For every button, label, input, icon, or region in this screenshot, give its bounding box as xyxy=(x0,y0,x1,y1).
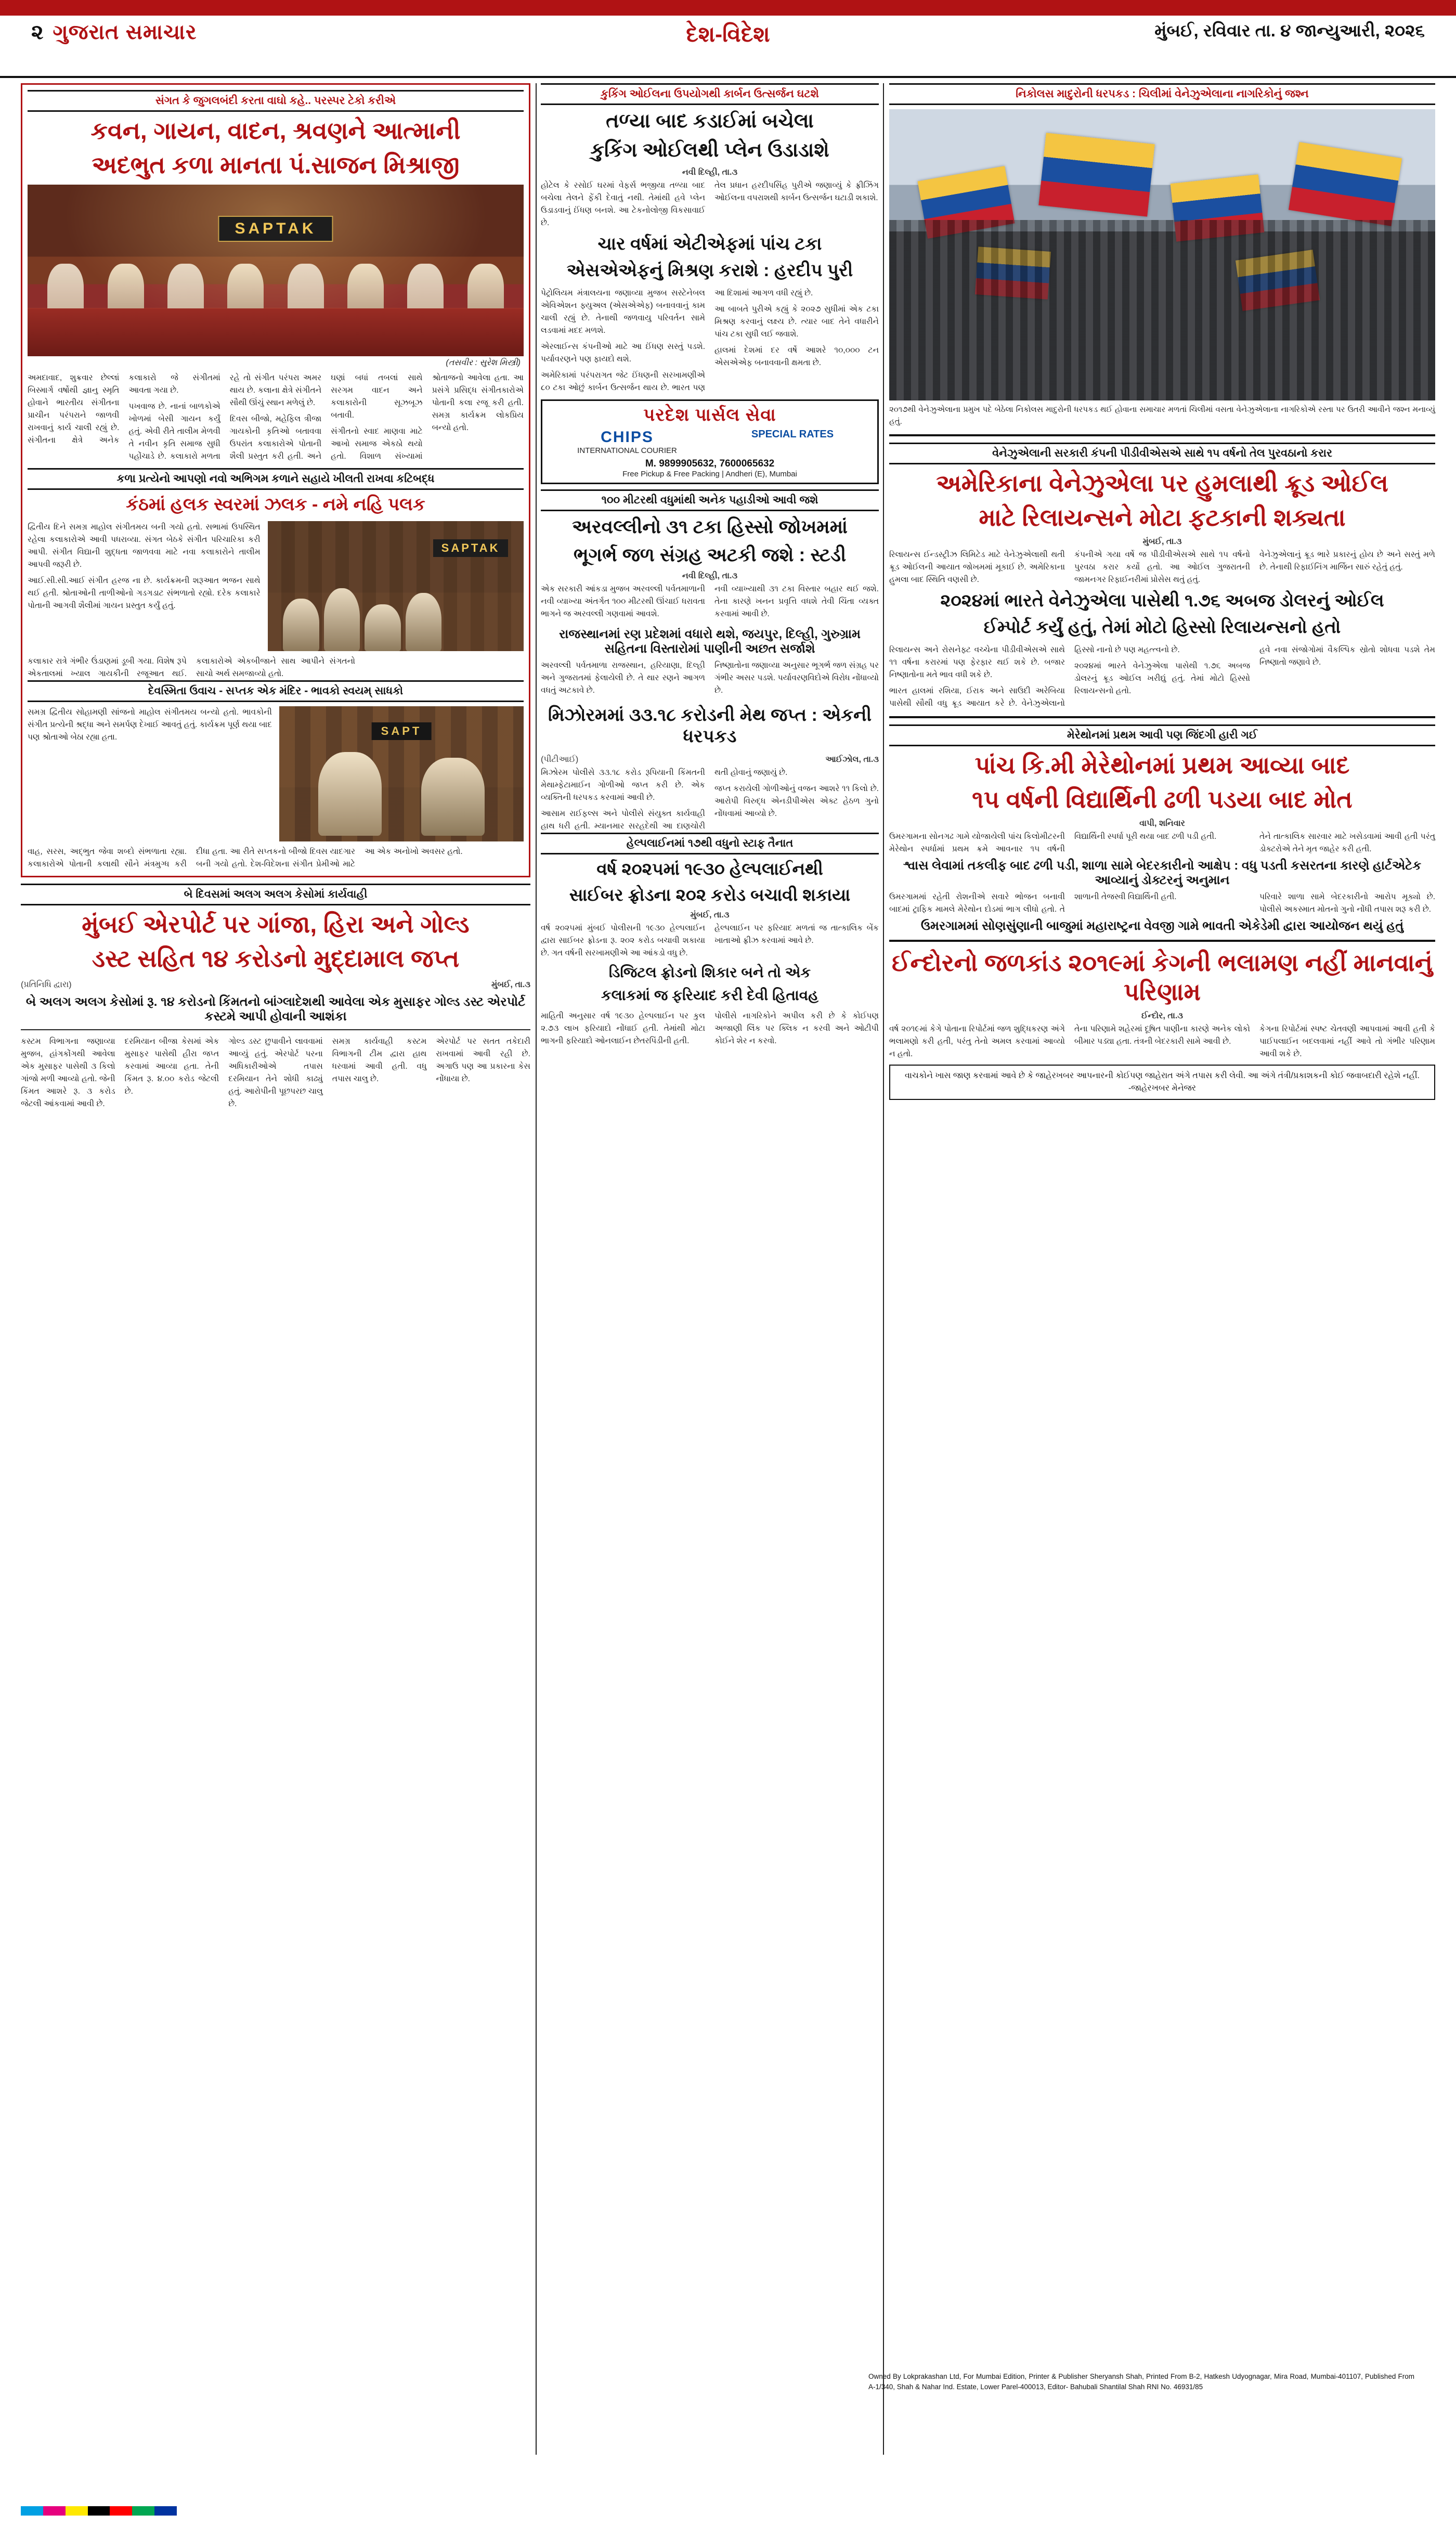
import-para-4: હવે નવા સંજોગોમાં વૈકલ્પિક સ્રોતો શોધવા પડશે તેમ નિષ્ણાતો જણાવે છે. xyxy=(1259,645,1435,667)
color-registration-bar xyxy=(21,2506,177,2516)
advertisement-courier[interactable] xyxy=(541,399,879,484)
stage-banner-saptak-3: SAPT xyxy=(372,722,432,740)
oil-para-7: હાલમાં દેશમાં દર વર્ષે આશરે ૧૦,૦૦૦ ટન એસએએફ બનાવવાની ક્ષમતા છે. xyxy=(714,345,879,367)
aravalli-body xyxy=(541,583,879,624)
aravalli-para-1: એક સરકારી આંકડા મુજબ અરવલ્લી પર્વતમાળાની નવી વ્યાખ્યા અંતર્ગત ૧૦૦ મીટરથી ઊંચાઈ ધરાવતા ભાગને જ અરવલ્લી ગણવામાં આવશે. xyxy=(541,584,705,618)
oil-body-top xyxy=(541,179,879,229)
column-right xyxy=(889,83,1435,1100)
airport-para-2: દરમિયાન બીજા કેસમાં એક મુસાફર પાસેથી હીરા જપ્ત કરવામાં આવ્યા હતા. તેની કિંમત રૂ. ૪.૦૦ કરોડ જેટલી છે. xyxy=(124,1037,219,1096)
cyber-para-1: વર્ષ ૨૦૨૫માં મુંબઈ પોલીસની ૧૯૩૦ હેલ્પલાઈન દ્વારા સાઈબર ફ્રોડના રૂ. ૨૦૨ કરોડ બચાવી શકાયા છે. ગત વર્ષની સરખામણીએ આ આંકડો વધુ છે. xyxy=(541,924,705,958)
reliance-kicker: વેનેઝુએલાની સરકારી કંપની પીડીવીએસએ સાથે ૧૫ વર્ષનો તેલ પુરવઠાનો કરાર xyxy=(889,443,1435,464)
cyber-dateline: મુંબઈ, તા.૩ xyxy=(690,911,730,920)
oil-headline-line1: તળ્યા બાદ કડાઈમાં બચેલા xyxy=(606,110,814,132)
crowd xyxy=(889,220,1435,400)
ad-services: Free Pickup & Free Packing | Andheri (E), Mumbai xyxy=(622,469,797,478)
saptak-kicker: સંગત કે જુગલબંદી કરતા વાઘો કહે.. પરસ્પર ટેકો કરીએ xyxy=(28,90,524,112)
oil-kicker: કુકિંગ ઓઈલના ઉપયોગથી કાર્બન ઉત્સર્જન ઘટશે xyxy=(541,83,879,105)
reliance-headline-line2: માટે રિલાયન્સને મોટા ફટકાની શક્યતા xyxy=(979,503,1346,531)
reliance-para-3: વેનેઝુએલાનું ક્રૂડ ભારે પ્રકારનું હોય છે અને સસ્તું મળે છે. તેનાથી રિફાઈનિંગ માર્જિન સારું રહેતું હતું. xyxy=(1259,550,1435,572)
airport-para-5: એરપોર્ટ પર સતત તકેદારી રાખવામાં આવી રહી છે. અગાઉ પણ આ પ્રકારના કેસ નોંધાયા છે. xyxy=(436,1037,530,1084)
airport-headline-line2: ડસ્ટ સહિત ૧૪ કરોડનો મુદ્દામાલ જપ્ત xyxy=(92,944,460,972)
import-para-2: ભારત હાલમાં રશિયા, ઈરાક અને સાઉદી અરેબિયા પાસેથી સૌથી વધુ ક્રૂડ આયાત કરે છે. વેનેઝુએલાનો હિસ્સો નાનો છે પણ મહત્ત્વનો છે. xyxy=(889,645,1180,708)
musician-left xyxy=(318,752,382,836)
maduro-kicker: નિકોલસ માદુરોની ધરપકડ : ચિલીમાં વેનેઝુએલાના નાગરિકોનું જશ્ન xyxy=(889,83,1435,105)
kanth-body-left xyxy=(28,521,261,616)
indore-para-2: તેના પરિણામે શહેરમાં દૂષિત પાણીના કારણે અનેક લોકો બીમાર પડ્યા હતા. તંત્રની બેદરકારી સામે આવી છે. xyxy=(1074,1025,1250,1046)
masthead-red-bar xyxy=(0,0,1456,16)
airport-body xyxy=(21,1035,530,1110)
article-maduro-rally xyxy=(889,83,1435,428)
cyber-body xyxy=(541,922,879,960)
maduro-photo-caption: ૨૦૧૭થી વેનેઝુએલાના પ્રમુખ પદે બેઠેલા નિકોલસ માદુરોની ધરપકડ થઈ હોવાના સમાચાર મળતાં ચિલીમાં વસતા વેનેઝુએલાના નાગરિકોએ રસ્તા પર ઉતરી આવીને જશ્ન મનાવ્યું હતું. xyxy=(889,405,1435,426)
column-middle xyxy=(541,83,879,1051)
kanth-headline: કંઠમાં હલક સ્વરમાં ઝલક - નમે નહિ પલક xyxy=(126,495,425,515)
oil-para-4: એરલાઈન્સ કંપનીઓ માટે આ ઈંધણ સસ્તું પડશે. પર્યાવરણને પણ ફાયદો થશે. xyxy=(541,342,705,364)
aravalli-headline-line2: ભૂગર્ભ જળ સંગ્રહ અટકી જશે : સ્ટડી xyxy=(573,543,847,565)
mizoram-para-3: જપ્ત કરાયેલી ગોળીઓનું વજન આશરે ૧૧ કિલો છે. આરોપી વિરુદ્ધ એનડીપીએસ એક્ટ હેઠળ ગુનો નોંધવામાં આવ્યો છે. xyxy=(714,784,879,818)
cyber-body-2 xyxy=(541,1010,879,1051)
marathon-subhead: શ્વાસ લેવામાં તકલીફ બાદ ઢળી પડી, શાળા સામે બેદરકારીનો આક્ષેપ : વધુ પડતી કસરતના કારણે હાર્ટએટેક આવ્યાનું ડોક્ટરનું અનુમાન xyxy=(903,859,1422,888)
devsmita-body-wide xyxy=(28,846,524,871)
airport-byline: (પ્રતિનિધિ દ્વારા) xyxy=(21,980,72,990)
devsmita-para-2: વાહ, સરસ, અદ્ભુત જેવા શબ્દો સંભળાતા રહ્યા. કલાકારોએ પોતાની કલાથી સૌને મંત્રમુગ્ધ કરી દીધા હતા. આ રીતે સપ્તકનો બીજો દિવસ યાદગાર બની ગયો હતો. દેશ-વિદેશના સંગીત પ્રેમીઓ માટે આ એક અનોખો અવસર હતો. xyxy=(28,847,463,869)
ad-special: SPECIAL RATES xyxy=(751,428,834,440)
oil-para-1: હોટેલ કે રસોઈ ઘરમાં વેફર્સ ભજીયા તળ્યા બાદ બચેલા તેલને ફેંકી દેવાતું નથી. તેમાંથી હવે પ્લેન ઉડાડવાનું ઈંધણ બનશે. આ ટેકનોલોજી વિકસાવાઈ છે. xyxy=(541,180,705,227)
marathon-para-2: તેને તાત્કાલિક સારવાર માટે ખસેડવામાં આવી હતી પરંતુ ડોક્ટરોએ તેને મૃત જાહેર કરી હતી. xyxy=(1259,832,1435,854)
marathon-dateline: વાપી, શનિવાર xyxy=(1139,819,1185,828)
audience-group xyxy=(283,578,441,651)
saptak-para-3: દિવસ બીજો, મહેફિલ ત્રીજા ગાયકોની કૃતિઓ બતાવવા ઉપરાંત કલાકારોએ પોતાની શૈલી પ્રસ્તુત કરી હતી. અને ઘણાં બધાં તબલાં સાથે સરગમ વાદન અને કલાકારોની સૂઝબૂઝ બતાવી. xyxy=(229,373,423,461)
saptak-concert-photo xyxy=(28,185,524,356)
cyber-para-4: પોલીસે નાગરિકોને અપીલ કરી છે કે કોઈપણ અજાણી લિંક પર ક્લિક ન કરવી અને ઓટીપી કોઈને શેર ન કરવો. xyxy=(714,1011,879,1045)
mizoram-para-2: આસામ રાઈફલ્સ અને પોલીસે સંયુક્ત કાર્યવાહી હાથ ધરી હતી. મ્યાનમાર સરહદેથી આ દાણચોરી થતી હોવાનું જણાયું છે. xyxy=(541,768,788,831)
musician-right xyxy=(421,758,485,836)
import-para-1: રિલાયન્સ અને રોસનેફ્ટ વચ્ચેના પીડીવીએસએ સાથે ૧૧ વર્ષના કરારમાં પણ ફેરફાર થઈ શકે છે. બજાર નિષ્ણાતોના મતે ભાવ વધી શકે છે. xyxy=(889,645,1065,679)
stage-banner-saptak-2: SAPTAK xyxy=(433,539,509,557)
marathon-body-2 xyxy=(889,891,1435,916)
marathon-body xyxy=(889,831,1435,856)
aravalli-dateline: નવી દિલ્હી, તા.૩ xyxy=(682,571,738,580)
cyber-para-3: માહિતી અનુસાર વર્ષ ૧૯૩૦ હેલ્પલાઈન પર કુલ ૨.૭૩ લાખ ફરિયાદો નોંધાઈ હતી. તેમાંથી મોટા ભાગની ફરિયાદો ઓનલાઈન છેતરપિંડીની હતી. xyxy=(541,1011,705,1045)
saptak-band-2: કળા પ્રત્યેનો આપણો નવો અભિગમ કળાને સહાયે ખીલતી રાખવા કટિબદ્ધ xyxy=(28,468,524,490)
marathon-para-3: ઉમરગામમાં રહેતી રોશનીએ સવારે ભોજન બનાવી બાદમાં ટ્રાફિક મામલે મેરેથોન દોડમાં ભાગ લીધો હતો. તે શાળાની તેજસ્વી વિદ્યાર્થિની હતી. xyxy=(889,892,1177,914)
oil-para-3: પેટ્રોલિયમ મંત્રાલયના જણાવ્યા મુજબ સસ્ટેનેબલ એવિએશન ફ્યુઅલ (એસએએફ) બનાવવાનું કામ ચાલી રહ્યું છે. તેનાથી જળવાયુ પરિવર્તન સામે લડવામાં મદદ મળશે. xyxy=(541,288,705,335)
import-para-3: ૨૦૨૪માં ભારતે વેનેઝુએલા પાસેથી ૧.૭૬ અબજ ડોલરનું ક્રૂડ ઓઈલ ખરીદ્યું હતું. તેમાં મોટો હિસ્સો રિલાયન્સનો હતો. xyxy=(1074,661,1250,695)
import-headline-line2: ઈમ્પોર્ટ કર્યું હતું, તેમાં મોટો હિસ્સો રિલાયન્સનો હતો xyxy=(983,617,1341,638)
kanth-para-2: આઈ.સી.સી.આઈ સંગીત હરજ ના છે. કાર્યક્રમની શરૂઆત ભજન સાથે થઈ હતી. શ્રોતાઓની તાળીઓનો ગડગડાટ સંભળાતો રહ્યો. દરેક કલાકારે પોતાની આગવી શૈલીમાં ગાયન પ્રસ્તુત કર્યું હતું. xyxy=(28,576,261,610)
reliance-dateline: મુંબઈ, તા.૩ xyxy=(1142,537,1182,546)
devsmita-band: દેવસ્મિતા ઉવાચ - સપ્તક એક મંદિર - ભાવકો સ્વયમ્ સાધકો xyxy=(28,680,524,702)
airport-kicker: બે દિવસમાં અલગ અલગ કેસોમાં કાર્યવાહી xyxy=(21,884,530,905)
article-cooking-oil-fuel xyxy=(541,83,879,394)
edition-date: મુંબઈ, રવિવાર તા. ૪ જાન્યુઆરી, ૨૦૨૬ xyxy=(1154,21,1425,40)
masthead xyxy=(0,0,1456,78)
kanth-para-1: દ્વિતીય દિને સમગ્ર માહોલ સંગીતમય બની ગયો હતો. સભામાં ઉપસ્થિત રહેલા કલાકારોએ આવી પધરાવ્યા. સંગત બેઠકે સંગીત પરિચારિકા કરી આપી. સંગીત વિદ્યાની શુદ્ધતા જાળવવા માટે નવા કલાકારોને તાલીમ આપવી જરૂરી છે. xyxy=(28,522,261,569)
article-mizoram-meth xyxy=(541,705,879,833)
oil-body-bottom xyxy=(541,287,879,394)
oil-dateline: નવી દિલ્હી, તા.૩ xyxy=(682,167,738,177)
mizoram-headline: મિઝોરમમાં ૩૩.૧૮ કરોડની મેથ જપ્ત : એકની ધરપકડ xyxy=(548,705,872,747)
saptak-para-4: સંગીતનો સ્વાદ માણવા માટે આખો સમાજ એકઠો થયો હતો. વિશાળ સંખ્યામાં શ્રોતાજનો આવેલા હતા. આ પ્રસંગે પ્રસિદ્ધ સંગીતકારોએ પોતાની કલા રજૂ કરી હતી. સમગ્ર કાર્યક્રમ લોકપ્રિય બન્યો હતો. xyxy=(331,373,524,461)
saptak-para-1: અમદાવાદ, શુક્રવાર છેલ્લાં બિસ્માર્ગ વર્ષોથી જ્ઞાનુ સ્મૃતિ હોવાને ભારતીય સંગીતના પ્રાચીન પરંપરાને જાળવી રાખવાનું કાર્ય ચાલી રહ્યું છે. સંગીતના ક્ષેત્રે અનેક કલાકારો જે સંગીતમાં આવતા ગયા છે. xyxy=(28,373,220,445)
mizoram-source: (પીટીઆઈ) xyxy=(541,755,579,764)
kanth-room-photo xyxy=(268,521,524,651)
article-marathon-death xyxy=(889,724,1435,934)
saptak-body xyxy=(28,372,524,463)
reliance-para-2: કંપનીએ ગયા વર્ષે જ પીડીવીએસએ સાથે ૧૫ વર્ષનો પુરવઠા કરાર કર્યો હતો. આ ઓઈલ ગુજરાતની જામનગર રિફાઈનરીમાં પ્રોસેસ થતું હતું. xyxy=(1074,550,1250,584)
indore-para-3: કેગના રિપોર્ટમાં સ્પષ્ટ ચેતવણી આપવામાં આવી હતી કે પાઈપલાઈન બદલવામાં નહીં આવે તો ગંભીર પરિણામ આવી શકે છે. xyxy=(1259,1025,1435,1059)
disclaimer-box: વાચકોને ખાસ જાણ કરવામાં આવે છે કે જાહેરખબર આપનારની કોઈપણ જાહેરાત અંગે તપાસ કરી લેવી. આ અંગે તંત્રી/પ્રકાશકની કોઈ જવાબદારી રહેશે નહીં. -જાહેરખબર મેનેજર xyxy=(889,1065,1435,1100)
oil-headline-line2: કુકિંગ ઓઈલથી પ્લેન ઉડાડાશે xyxy=(590,139,829,162)
aravalli-para-3: અરવલ્લી પર્વતમાળા રાજસ્થાન, હરિયાણા, દિલ્હી અને ગુજરાતમાં ફેલાયેલી છે. તે થાર રણને આગળ વધતું અટકાવે છે. xyxy=(541,660,705,695)
devsmita-para-1: સમગ્ર દ્વિતીય સોહામણી સાંજનો માહોલ સંગીતમય બન્યો હતો. ભાવકોની સંગીત પ્રત્યેની શ્રદ્ધા અને સમર્પણ દેખાઈ આવતું હતું. કાર્યક્રમ પૂર્ણ થયા બાદ પણ શ્રોતાઓ બેઠા રહ્યા હતા. xyxy=(28,707,272,742)
marathon-para-1: ઉમરગામના સોનગઢ ગામે યોજાયેલી પાંચ કિલોમીટરની મેરેથોન સ્પર્ધામાં પ્રથમ ક્રમે આવનાર ૧૫ વર્ષની વિદ્યાર્થિની સ્પર્ધા પૂરી થયા બાદ ઢળી પડી હતી. xyxy=(889,832,1217,854)
oil-para-2: તેલ પ્રધાન હરદીપસિંહ પુરીએ જણાવ્યું કે ફ્રીઝિંગ ઓઈલના વપરાશથી કાર્બન ઉત્સર્જન ઘટાડી શકાશે. xyxy=(714,180,879,202)
reliance-headline-line1: અમેરિકાના વેનેઝુએલા પર હુમલાથી ક્રૂડ ઓઈલ xyxy=(936,469,1388,497)
indore-headline: ઈન્દોરનો જળકાંડ ૨૦૧૯માં કેગની ભલામણ નહીં માનવાનું પરિણામ xyxy=(892,949,1433,1006)
marathon-subhead-2: ઉમરગામમાં સોણસુંણાની બાજુમાં મહારાષ્ટ્રના વેવજી ગામે ભાવતી એકેડેમી દ્વારા આયોજન થયું હતું xyxy=(920,919,1404,934)
cyber-subhead-line1: ડિજિટલ ફ્રોડનો શિકાર બને તો એક xyxy=(608,964,811,981)
article-reliance-venezuela xyxy=(889,443,1435,710)
oil-para-5: અમેરિકામાં પરંપરાગત જેટ ઈંધણની સરખામણીએ ૮૦ ટકા ઓછું કાર્બન ઉત્સર્જન થાય છે. ભારત પણ આ દિશામાં આગળ વધી રહ્યું છે. xyxy=(541,288,813,392)
imprint: Owned By Lokprakashan Ltd, For Mumbai Edition, Printer & Publisher Sheryansh Shah, Printed From B-2, Hatkesh Udyognagar, Mira Road, Mumbai-401107, Published From A-1/340, Shah & Nahar Ind. Estate, Lower Parel-400013, Editor- Bahubali Shantilal Shah RNI No. 46931/85 xyxy=(868,2373,1414,2391)
venezuela-rally-photo xyxy=(889,109,1435,400)
marathon-para-4: પરિવારે શાળા સામે બેદરકારીનો આરોપ મૂક્યો છે. પોલીસે અકસ્માત મોતનો ગુનો નોંધી તપાસ શરૂ કરી છે. xyxy=(1259,892,1435,914)
airport-para-4: સમગ્ર કાર્યવાહી કસ્ટમ વિભાગની ટીમ દ્વારા હાથ ધરવામાં આવી હતી. વધુ તપાસ ચાલુ છે. xyxy=(332,1037,427,1084)
aravalli-subhead: રાજસ્થાનમાં રણ પ્રદેશમાં વધારો થશે, જયપુર, દિલ્હી, ગુરુગ્રામ સહિતના વિસ્તારોમાં પાણીની અછત સર્જાશે xyxy=(559,627,861,656)
column-left xyxy=(21,83,530,1110)
saptak-headline-line1: કવન, ગાયન, વાદન, શ્રવણને આત્માની xyxy=(90,117,461,144)
column-rule-1 xyxy=(536,83,537,2455)
article-aravalli xyxy=(541,489,879,701)
ad-brand: CHIPS xyxy=(601,428,654,446)
cyber-headline-line2: સાઈબર ફ્રોડના ૨૦૨ કરોડ બચાવી શકાયા xyxy=(569,885,851,905)
ad-title: પરદેશ પાર્સલ સેવા xyxy=(643,405,776,425)
cyber-para-2: હેલ્પલાઈન પર ફરિયાદ મળતાં જ તાત્કાલિક બેંક ખાતાઓ ફ્રીઝ કરવામાં આવે છે. xyxy=(714,924,879,945)
aravalli-headline-line1: અરવલ્લીનો ૩૧ ટકા હિસ્સો જોખમમાં xyxy=(572,515,848,537)
page-number: ૨ xyxy=(31,21,44,44)
stage-floor xyxy=(28,308,524,356)
indore-body xyxy=(889,1023,1435,1060)
import-headline-line1: ૨૦૨૪માં ભારતે વેનેઝુએલા પાસેથી ૧.૭૬ અબજ ડોલરનું ઓઈલ xyxy=(940,590,1384,611)
saptak-para-2: પખવાજ છે. નાનાં બાળકોએ ખોળમાં બેસી ગાયન કર્યું હતું. એવી રીતે તાલીમ મેળવી તે નવીન કૃતિ સમાજ સુધી પહોંચાડે છે. કલાકારો મળતા રહે તો સંગીત પરંપરા અમર થાય છે. કલાના ક્ષેત્રે સંગીતને સૌથી ઊંચું સ્થાન મળેલું છે. xyxy=(128,373,322,461)
marathon-headline-line1: પાંચ કિ.મી મેરેથોનમાં પ્રથમ આવ્યા બાદ xyxy=(974,751,1350,779)
indore-para-1: વર્ષ ૨૦૧૯માં કેગે પોતાના રિપોર્ટમાં જળ શુદ્ધિકરણ અંગે ભલામણો કરી હતી, પરંતુ તેનો અમલ કરવામાં આવ્યો ન હતો. xyxy=(889,1025,1065,1059)
section-title: દેશ-વિદેશ xyxy=(686,22,770,46)
devsmita-photo xyxy=(279,706,524,841)
airport-para-3: ગોલ્ડ ડસ્ટ છુપાવીને લાવવામાં આવ્યું હતું. એરપોર્ટ પરના અધિકારીઓએ તપાસ દરમિયાન તેને શોધી કાઢ્યું હતું. આરોપીની પૂછપરછ ચાલુ છે. xyxy=(228,1037,323,1109)
article-saptak xyxy=(21,83,530,877)
venezuela-flag-icon xyxy=(1038,133,1154,216)
reliance-body xyxy=(889,549,1435,586)
marathon-headline-line2: ૧૫ વર્ષની વિદ્યાર્થિની ઢળી પડયા બાદ મોત xyxy=(972,785,1353,813)
marathon-kicker: મેરેથોનમાં પ્રથમ આવી પણ જિંદગી હારી ગઈ xyxy=(889,724,1435,746)
import-body xyxy=(889,644,1435,710)
ad-phone[interactable]: M. 9899905632, 7600065632 xyxy=(645,458,775,469)
paper-name: ગુજરાત સમાચાર xyxy=(53,21,197,44)
cyber-subhead-line2: કલાકમાં જ ફરિયાદ કરી દેવી હિતાવહ xyxy=(601,987,819,1004)
stage-banner-saptak: SAPTAK xyxy=(218,216,333,242)
oil-subhead-line1: ચાર વર્ષમાં એટીએફમાં પાંચ ટકા xyxy=(597,234,822,254)
article-cyber-helpline xyxy=(541,833,879,1051)
mizoram-para-1: મિઝોરમ પોલીસે ૩૩.૧૮ કરોડ રૂપિયાની કિંમતની મેથામ્ફેટામાઈન ગોળીઓ જપ્ત કરી છે. એક વ્યક્તિની ધરપકડ કરવામાં આવી છે. xyxy=(541,768,705,802)
saptak-headline-line2: અદભુત કળા માનતા પં.સાજન મિશ્રાજી xyxy=(92,151,460,179)
mizoram-body xyxy=(541,767,879,833)
reliance-para-1: રિલાયન્સ ઈન્ડસ્ટ્રીઝ લિમિટેડ માટે વેનેઝુએલાથી થતી ક્રૂડ ઓઈલની આયાત જોખમમાં મૂકાઈ છે. અમેરિકાના હુમલા બાદ સ્થિતિ વણસી છે. xyxy=(889,550,1065,584)
article-indore-water xyxy=(889,948,1435,1100)
cyber-kicker: હેલ્પલાઈનમાં ૧૭થી વધુનો સ્ટાફ તૈનાત xyxy=(541,833,879,854)
saptak-photo-caption: (તસવીર : સુરેશ મિસ્ત્રી) xyxy=(446,358,521,368)
airport-dateline: મુંબઈ, તા.૩ xyxy=(491,980,530,990)
devsmita-body-left xyxy=(28,706,272,747)
mizoram-dateline: આઈઝોલ, તા.૩ xyxy=(825,755,879,764)
airport-subhead: બે અલગ અલગ કેસોમાં રૂ. ૧૪ કરોડનો કિંમતનો બાંગ્લાદેશથી આવેલા એક મુસાફર ગોલ્ડ ડસ્ટ એરપોર્ટ કસ્ટમે આપી હોવાની આશંકા xyxy=(25,995,526,1024)
kanth-para-3: કલાકાર રાત્રે ગંભીર ઉંડાણમાં ડૂબી ગયા. વિશેષ રૂપે એકતાલમાં ખ્યાલ ગાયકીની રજૂઆત થઈ. કલાકારોએ એકબીજાને સાથ આપીને સંગતનો સાચો અર્થ સમજાવ્યો હતો. xyxy=(28,656,355,678)
aravalli-para-4: નિષ્ણાતોના જણાવ્યા અનુસાર ભૂગર્ભ જળ સંગ્રહ પર ગંભીર અસર પડશે. પર્યાવરણવિદોએ વિરોધ નોંધાવ્યો છે. xyxy=(714,660,879,695)
ad-brand-sub: INTERNATIONAL COURIER xyxy=(577,446,677,455)
venezuela-flag-icon xyxy=(1289,142,1402,227)
oil-para-6: આ બાબતે પુરીએ કહ્યું કે ૨૦૨૭ સુધીમાં એક ટકા મિશ્રણ કરવાનું લક્ષ્ય છે. ત્યાર બાદ તેને વધારીને પાંચ ટકા સુધી લઈ જવાશે. xyxy=(714,304,879,339)
kanth-body-wide xyxy=(28,655,524,680)
aravalli-para-2: નવી વ્યાખ્યાથી ૩૧ ટકા વિસ્તાર બહાર થઈ જશે. તેના કારણે ખનન પ્રવૃત્તિ વધશે તેવી ચિંતા વ્યક્ત કરવામાં આવી છે. xyxy=(714,584,879,618)
column-rule-2 xyxy=(883,83,884,2455)
aravalli-kicker: ૧૦૦ મીટરથી વધુમાંથી અનેક પહાડીઓ આવી જશે xyxy=(541,489,879,511)
page-content xyxy=(21,83,1435,2455)
cyber-headline-line1: વર્ષ ૨૦૨૫માં ૧૯૩૦ હેલ્પલાઈનથી xyxy=(596,859,823,878)
oil-subhead-line2: એસએએફનું મિશ્રણ કરાશે : હરદીપ પુરી xyxy=(566,261,853,281)
article-airport-seizure xyxy=(21,884,530,1110)
airport-headline-line1: મુંબઈ એરપોર્ટ પર ગાંજા, હિરા અને ગોલ્ડ xyxy=(82,910,470,938)
aravalli-body-2 xyxy=(541,659,879,701)
airport-para-1: કસ્ટમ વિભાગના જણાવ્યા મુજબ, હાંગકોંગથી આવેલા એક મુસાફર પાસેથી ૩ કિલો ગાંજો મળી આવ્યો હતો. જેની કિંમત આશરે રૂ. ૩ કરોડ જેટલી આંકવામાં આવી છે. xyxy=(21,1037,115,1109)
indore-dateline: ઈન્દોર, તા.૩ xyxy=(1141,1012,1184,1021)
